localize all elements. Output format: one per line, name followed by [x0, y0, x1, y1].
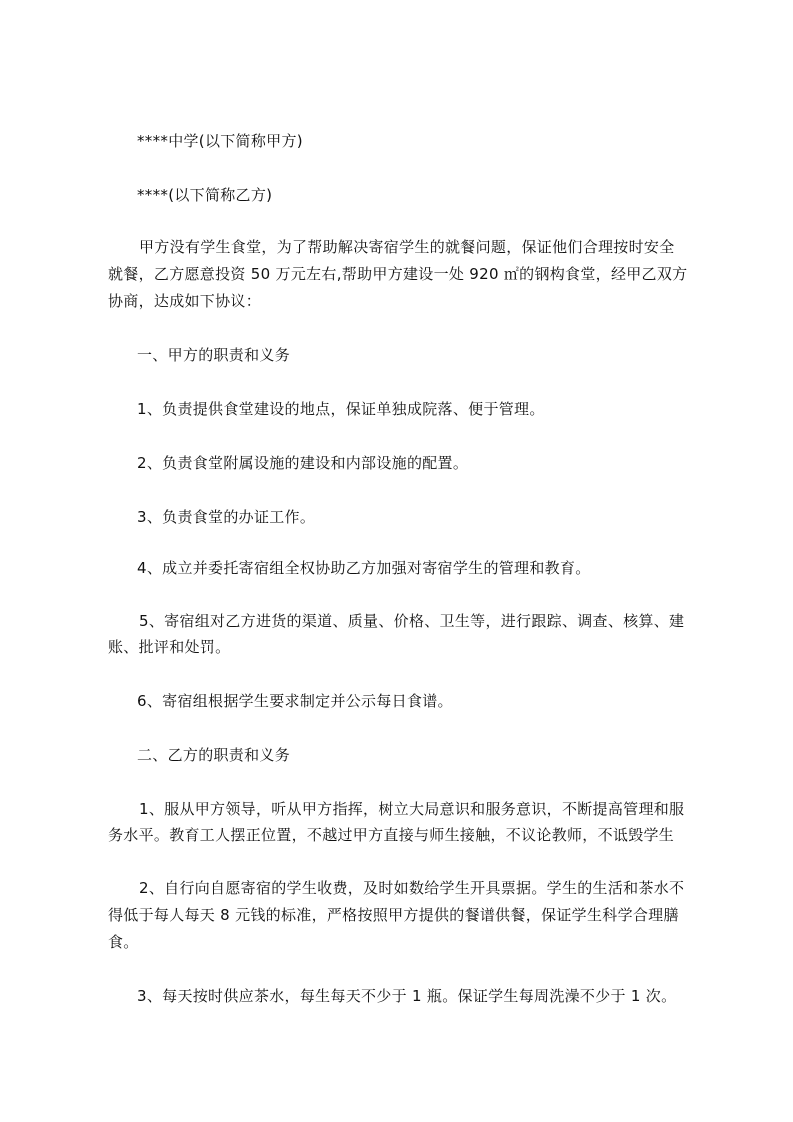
section-b-heading: 二、乙方的职责和义务 — [137, 746, 291, 764]
section-b-item-2-line-2: 得低于每人每天 8 元钱的标准，严格按照甲方提供的餐谱供餐，保证学生科学合理膳 — [108, 906, 679, 924]
section-a-item-4: 4、成立并委托寄宿组全权协助乙方加强对寄宿学生的管理和教育。 — [137, 559, 591, 577]
section-a-item-1: 1、负责提供食堂建设的地点，保证单独成院落、便于管理。 — [137, 400, 545, 418]
party-a-line: ****中学(以下简称甲方) — [137, 132, 303, 150]
intro-line-1: 甲方没有学生食堂，为了帮助解决寄宿学生的就餐问题，保证他们合理按时安全 — [139, 238, 675, 256]
section-a-item-6: 6、寄宿组根据学生要求制定并公示每日食谱。 — [137, 692, 453, 710]
party-b-line: ****(以下简称乙方) — [137, 186, 273, 204]
section-a-heading: 一、甲方的职责和义务 — [137, 346, 291, 364]
section-b-item-3: 3、每天按时供应茶水，每生每天不少于 1 瓶。保证学生每周洗澡不少于 1 次。 — [137, 987, 677, 1005]
intro-line-2: 就餐，乙方愿意投资 50 万元左右,帮助甲方建设一处 920 ㎡的钢构食堂，经甲乙双方 — [108, 265, 688, 283]
section-b-item-1-line-1: 1、服从甲方领导，听从甲方指挥，树立大局意识和服务意识，不断提高管理和服 — [139, 800, 685, 818]
section-b-item-2-line-1: 2、自行向自愿寄宿的学生收费，及时如数给学生开具票据。学生的生活和茶水不 — [139, 879, 685, 897]
section-b-item-1-line-2: 务水平。教育工人摆正位置，不越过甲方直接与师生接触，不议论教师，不诋毁学生 — [108, 826, 675, 844]
section-a-item-3: 3、负责食堂的办证工作。 — [137, 508, 316, 526]
section-a-item-2: 2、负责食堂附属设施的建设和内部设施的配置。 — [137, 454, 469, 472]
intro-line-3: 协商，达成如下协议： — [108, 292, 262, 310]
section-a-item-5-line-1: 5、寄宿组对乙方进货的渠道、质量、价格、卫生等，进行跟踪、调查、核算、建 — [139, 612, 685, 630]
section-b-item-2-line-3: 食。 — [108, 933, 139, 951]
section-a-item-5-line-2: 账、批评和处罚。 — [108, 638, 231, 656]
